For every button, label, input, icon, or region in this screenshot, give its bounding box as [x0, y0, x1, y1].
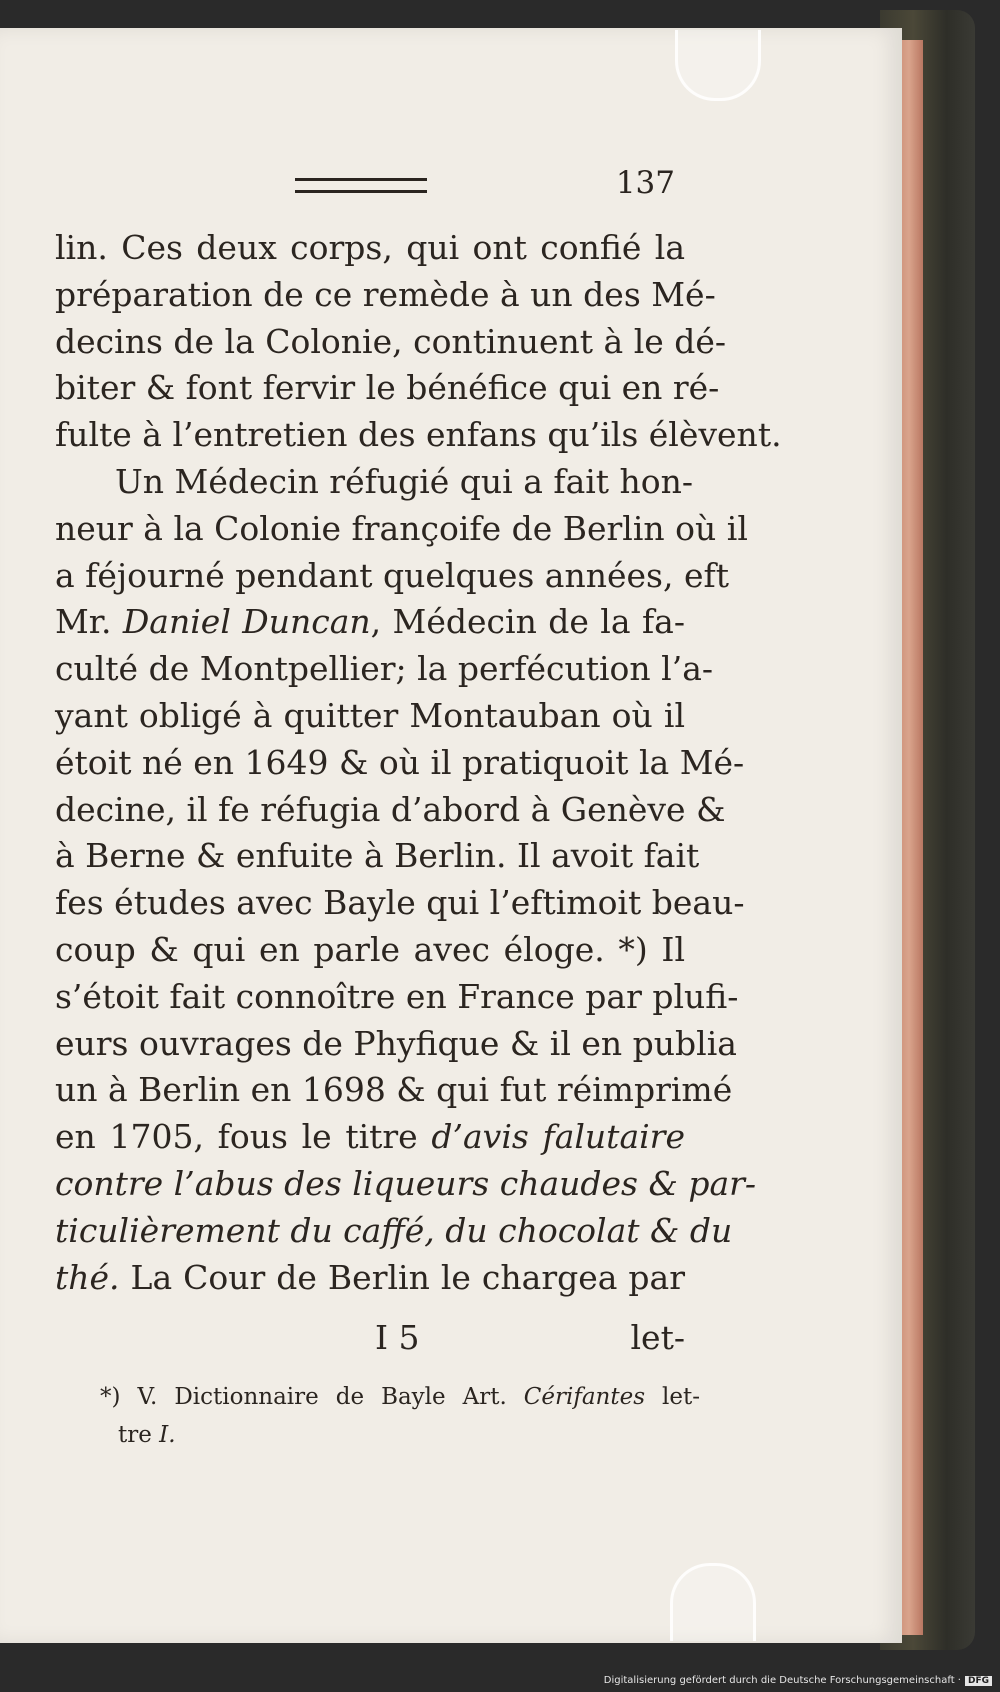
top-clip: [675, 30, 761, 101]
credit-text: Digitalisierung gefördert durch die Deutsche Forschungsgemeinschaft ·: [603, 1675, 961, 1686]
text-line: coup & qui en parle avec éloge. *) Il: [55, 929, 685, 969]
text-line: yant obligé à quitter Montauban où il: [55, 695, 685, 735]
text-line: neur à la Colonie françoife de Berlin où il: [55, 508, 748, 548]
text-line: thé. La Cour de Berlin le chargea par: [55, 1257, 685, 1297]
text-line: a féjourné pendant quelques années, eft: [55, 555, 729, 595]
page-number: 137: [615, 165, 675, 201]
text-line: fes études avec Bayle qui l’eftimoit beau-: [55, 883, 745, 923]
text-line: decins de la Colonie, continuent à le dé-: [55, 321, 727, 361]
text-line: s’étoit fait connoître en France par plufi-: [55, 976, 739, 1016]
text-line: culté de Montpellier; la perfécution l’a-: [55, 649, 714, 689]
text-line: biter & font fervir le bénéfice qui en ré-: [55, 368, 720, 408]
text-line: ticulièrement du caffé, du chocolat & du: [55, 1210, 733, 1250]
text-line: eurs ouvrages de Phyfique & il en publia: [55, 1023, 737, 1063]
text-line: contre l’abus des liqueurs chaudes & par-: [55, 1163, 757, 1203]
digitization-credit: [604, 1675, 992, 1686]
signature-mark: I 5: [375, 1318, 420, 1357]
text-line: lin. Ces deux corps, qui ont confié la: [55, 228, 685, 267]
bottom-clip: [670, 1563, 756, 1641]
text-line: decine, il fe réfugia d’abord à Genève &: [55, 789, 726, 829]
text-line: en 1705, fous le titre d’avis falutaire: [55, 1117, 685, 1157]
body-text: [55, 225, 782, 1301]
header-rule: [295, 178, 427, 193]
text-line: fulte à l’entretien des enfans qu’ils élèvent.: [55, 415, 782, 455]
text-line: à Berne & enfuite à Berlin. Il avoit fait: [55, 836, 700, 876]
catchword: let-: [630, 1318, 685, 1357]
text-line: un à Berlin en 1698 & qui fut réimprimé: [55, 1070, 733, 1110]
footnote-line: tre I.: [118, 1422, 176, 1448]
text-line: étoit né en 1649 & où il pratiquoit la Mé-: [55, 742, 745, 782]
signature-line: [55, 1318, 685, 1364]
text-line: Mr. Daniel Duncan, Médecin de la fa-: [55, 602, 685, 642]
footnote-line: *) V. Dictionnaire de Bayle Art. Cérifantes let-: [100, 1384, 700, 1410]
footnote: [100, 1378, 700, 1454]
text-line: Un Médecin réfugié qui a fait hon-: [115, 461, 694, 501]
text-line: préparation de ce remède à un des Mé-: [55, 274, 716, 314]
dfg-logo: DFG: [965, 1676, 992, 1686]
